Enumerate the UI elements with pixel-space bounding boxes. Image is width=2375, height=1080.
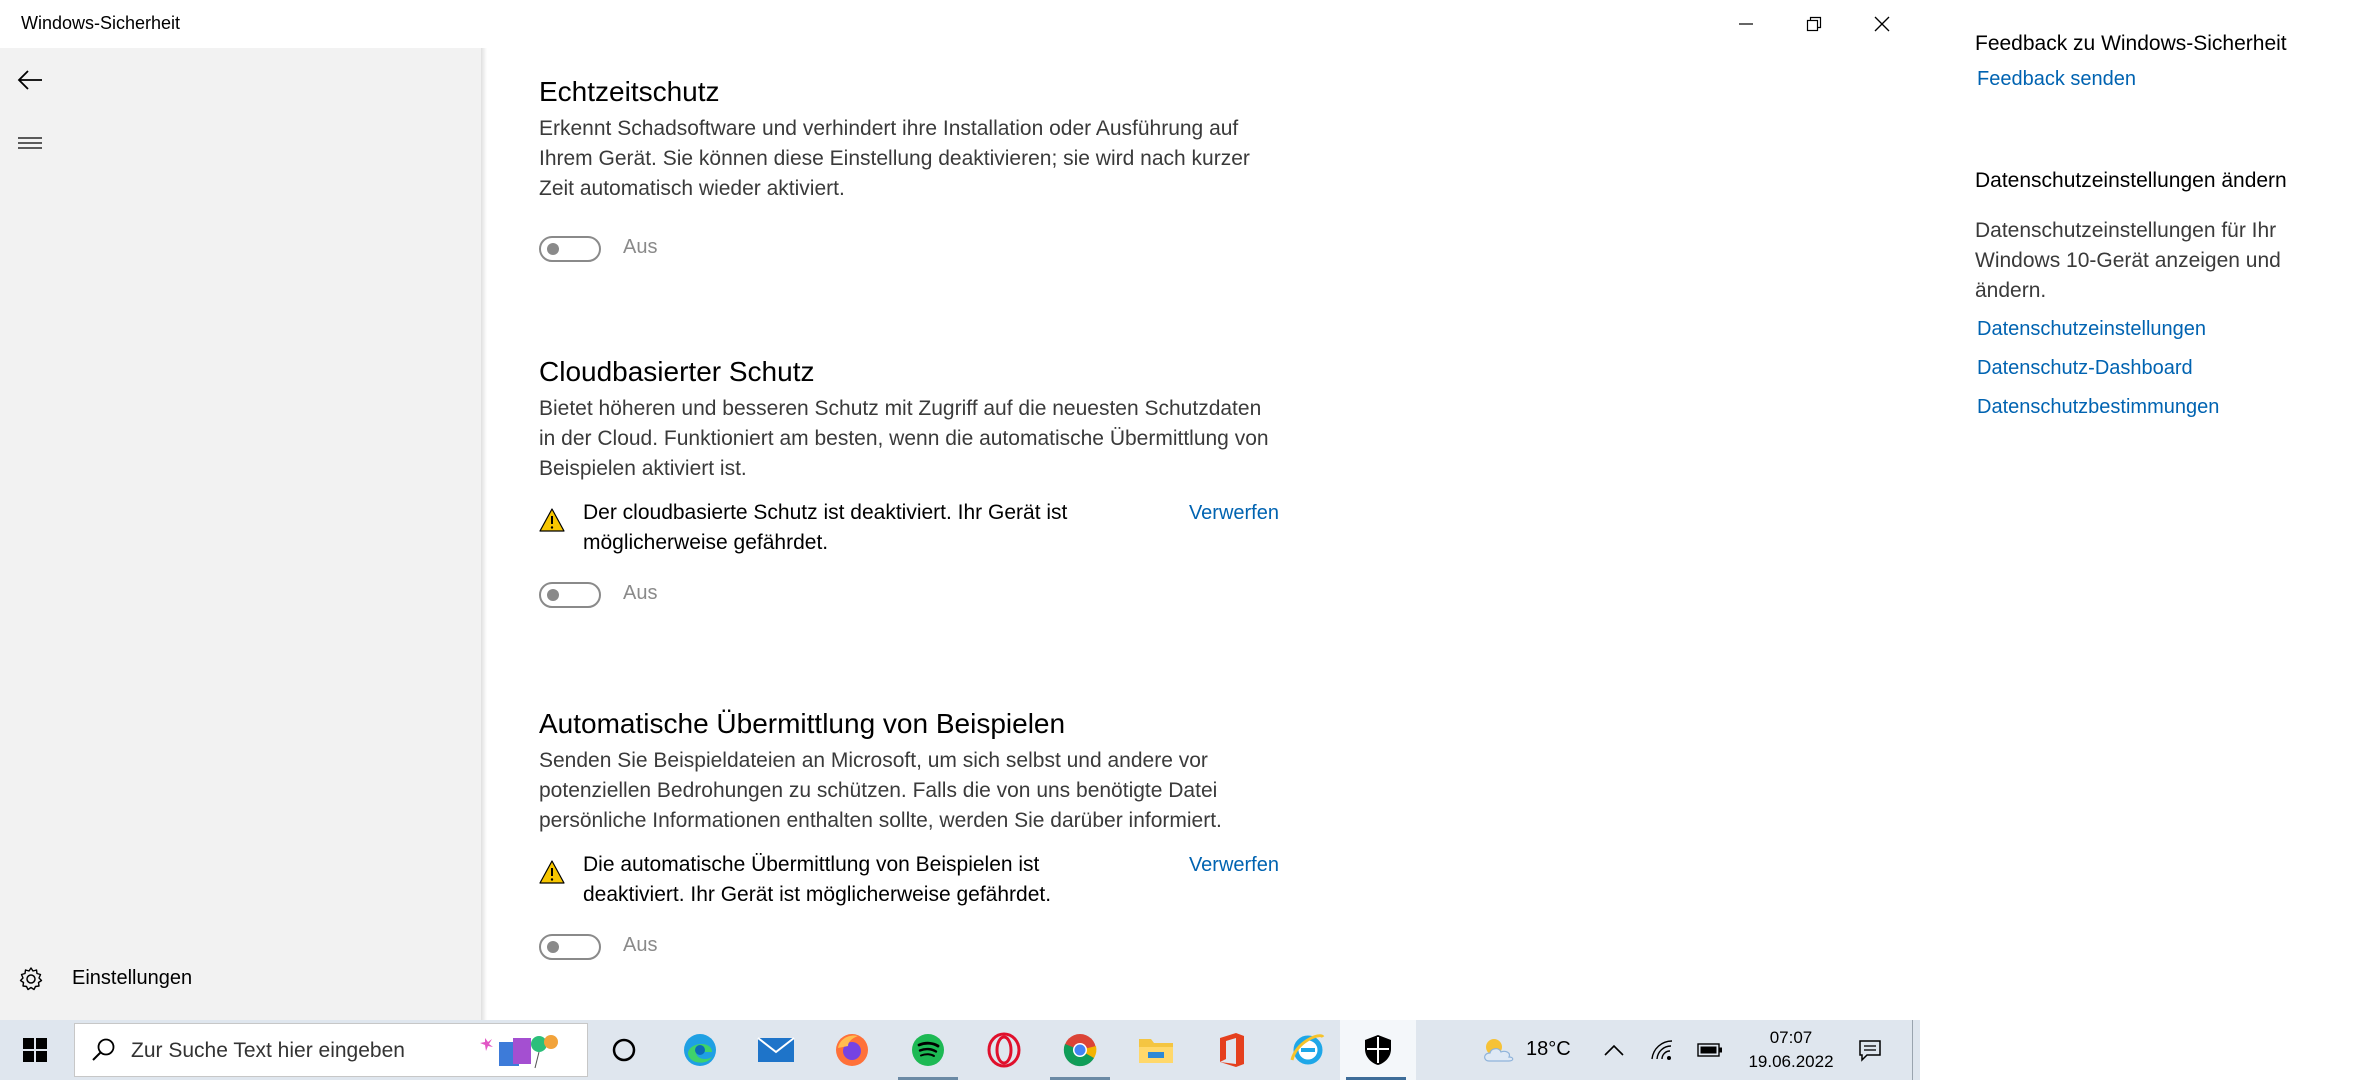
navigation-pane (0, 48, 481, 1020)
close-button[interactable] (1848, 0, 1916, 48)
toggle-state-label: Aus (623, 236, 658, 258)
start-button[interactable] (0, 1020, 70, 1080)
spotify-icon (910, 1032, 946, 1068)
taskbar-app-mail[interactable] (740, 1020, 812, 1080)
dismiss-link[interactable]: Verwerfen (1188, 854, 1279, 876)
battery-icon (1697, 1043, 1723, 1057)
taskbar-app-file-explorer[interactable] (1120, 1020, 1192, 1080)
hamburger-icon (17, 136, 43, 150)
internet-explorer-icon (1290, 1032, 1326, 1068)
privacy-statement-link[interactable]: Datenschutzbestimmungen (1977, 396, 2220, 418)
back-button[interactable] (14, 64, 46, 96)
taskbar-app-chrome[interactable] (1044, 1020, 1116, 1080)
battery-status-button[interactable] (1690, 1020, 1730, 1080)
section-title: Cloudbasierter Schutz (539, 356, 815, 387)
title-bar (0, 0, 1920, 48)
taskbar-app-firefox[interactable] (816, 1020, 888, 1080)
shield-icon (1364, 1034, 1392, 1066)
samples-warning (539, 850, 1279, 910)
privacy-description: Datenschutzeinstellungen für Ihr Windows 10-Gerät anzeigen und ändern. (1975, 219, 2281, 302)
section-title: Automatische Übermittlung von Beispielen (539, 708, 1066, 739)
firefox-icon (834, 1032, 870, 1068)
sample-submission-toggle[interactable] (539, 934, 601, 960)
partly-cloudy-icon (1481, 1035, 1517, 1065)
taskbar-app-windows-security[interactable] (1340, 1020, 1416, 1080)
mail-icon (757, 1035, 795, 1065)
taskbar (0, 1020, 1920, 1080)
office-icon (1216, 1032, 1248, 1068)
section-title: Echtzeitschutz (539, 76, 720, 107)
taskbar-app-office[interactable] (1196, 1020, 1268, 1080)
section-description: Senden Sie Beispieldateien an Microsoft, um sich selbst und andere vor potenziellen Bedrohungen zu schützen. Falls die von uns benötigte Datei persönliche Informationen enthalten sollte, werden Sie darüber informiert. (539, 749, 1222, 832)
menu-button[interactable] (14, 127, 46, 159)
feedback-link[interactable]: Feedback senden (1977, 68, 2137, 90)
windows-logo-icon (23, 1038, 47, 1062)
weather-temperature[interactable]: 18°C (1526, 1038, 1571, 1060)
restore-icon (1806, 16, 1822, 32)
warning-icon (539, 860, 565, 884)
folder-icon (1138, 1035, 1174, 1065)
search-icon (91, 1037, 117, 1063)
gear-icon (18, 966, 44, 992)
chrome-icon (1062, 1032, 1098, 1068)
section-description: Bietet höheren und besseren Schutz mit Zugriff auf die neuesten Schutzdaten in der Cloud. Funktioniert am besten, wenn die automatische Übermittlung von Beispielen aktiviert ist. (539, 397, 1269, 480)
feedback-heading: Feedback zu Windows-Sicherheit (1975, 32, 2287, 55)
toggle-knob (547, 941, 559, 953)
close-icon (1874, 16, 1890, 32)
toggle-knob (547, 243, 559, 255)
warning-text: Die automatische Übermittlung von Beispielen ist deaktiviert. Ihr Gerät ist möglicherweise gefährdet. (583, 853, 1052, 906)
privacy-heading: Datenschutzeinstellungen ändern (1975, 169, 2287, 192)
realtime-protection-section (539, 74, 1279, 268)
search-placeholder: Zur Suche Text hier eingeben (131, 1039, 405, 1062)
toggle-state-label: Aus (623, 934, 658, 956)
realtime-toggle-row (539, 232, 1279, 268)
taskbar-app-edge[interactable] (664, 1020, 736, 1080)
privacy-settings-link[interactable]: Datenschutzeinstellungen (1977, 318, 2207, 340)
taskbar-search-box[interactable] (74, 1023, 588, 1077)
warning-text: Der cloudbasierte Schutz ist deaktiviert. Ihr Gerät ist möglicherweise gefährdet. (583, 501, 1068, 554)
sample-submission-section (539, 706, 1279, 966)
show-desktop-button[interactable] (1912, 1020, 1913, 1080)
taskbar-app-opera[interactable] (968, 1020, 1040, 1080)
cloud-toggle-row (539, 578, 1279, 614)
edge-browser-icon (682, 1032, 718, 1068)
realtime-protection-toggle[interactable] (539, 236, 601, 262)
notification-icon (1858, 1039, 1882, 1061)
wifi-icon (1650, 1039, 1674, 1061)
chevron-up-icon (1604, 1044, 1624, 1056)
clock-date: 19.06.2022 (1748, 1052, 1834, 1071)
samples-toggle-row (539, 930, 1279, 966)
taskbar-clock[interactable] (1736, 1026, 1846, 1074)
search-highlight-balloons-icon (477, 1030, 577, 1070)
section-description: Erkennt Schadsoftware und verhindert ihre Installation oder Ausführung auf Ihrem Gerät. Sie können diese Einstellung deaktivieren; sie wird nach kurzer Zeit automatisch wieder aktiviert. (539, 117, 1250, 200)
clock-time: 07:07 (1769, 1028, 1813, 1047)
cloud-warning (539, 498, 1279, 558)
settings-label: Einstellungen (72, 967, 193, 989)
task-view-button[interactable] (588, 1020, 660, 1080)
taskbar-app-spotify[interactable] (892, 1020, 964, 1080)
show-hidden-icons-button[interactable] (1596, 1020, 1632, 1080)
main-content (487, 32, 2287, 1020)
warning-icon (539, 508, 565, 532)
toggle-knob (547, 589, 559, 601)
cloud-protection-section (539, 354, 1279, 614)
opera-icon (986, 1032, 1022, 1068)
privacy-dashboard-link[interactable]: Datenschutz-Dashboard (1977, 357, 2193, 379)
back-arrow-icon (17, 70, 43, 90)
minimize-button[interactable] (1712, 0, 1780, 48)
cloud-protection-toggle[interactable] (539, 582, 601, 608)
nav-item-settings[interactable] (0, 954, 481, 1002)
weather-widget[interactable] (1474, 1020, 1524, 1080)
toggle-state-label: Aus (623, 582, 658, 604)
restore-button[interactable] (1780, 0, 1848, 48)
network-status-button[interactable] (1644, 1020, 1680, 1080)
minimize-icon (1738, 16, 1754, 32)
dismiss-link[interactable]: Verwerfen (1188, 502, 1279, 524)
task-view-circle-icon (611, 1037, 637, 1063)
window-title: Windows-Sicherheit (21, 13, 181, 33)
taskbar-app-internet-explorer[interactable] (1272, 1020, 1344, 1080)
action-center-button[interactable] (1852, 1020, 1888, 1080)
